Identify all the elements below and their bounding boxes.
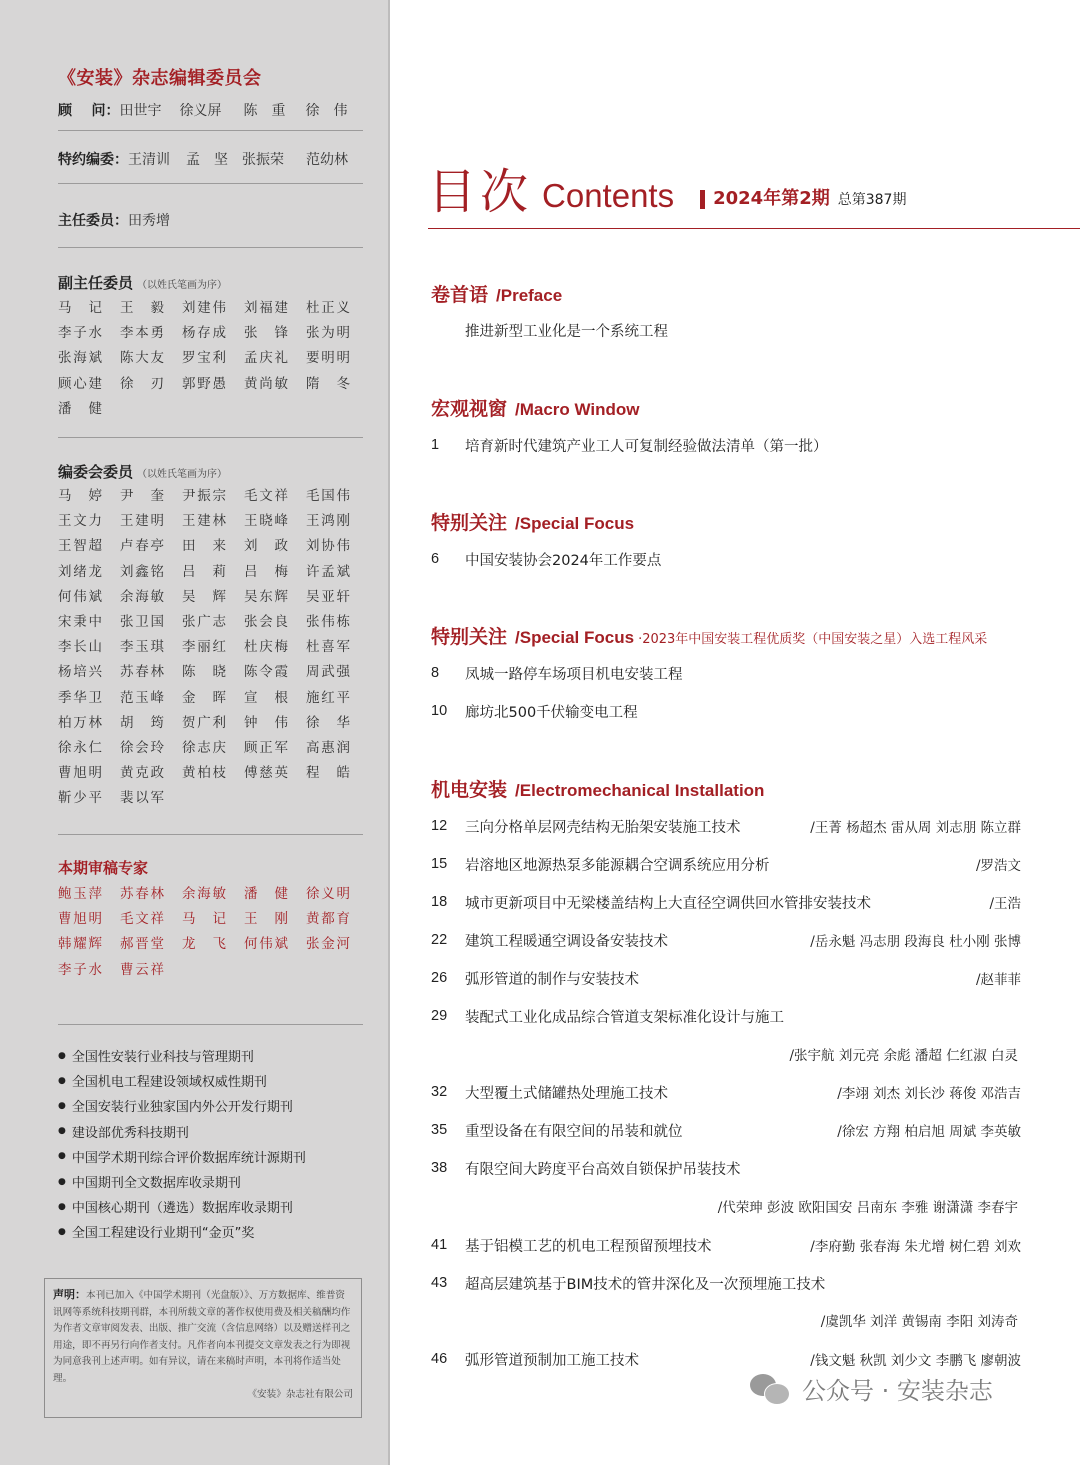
issue-bar-icon [700, 190, 705, 209]
adviser-name: 田世宇 [119, 103, 162, 119]
bullet-dot-icon: ● [58, 1176, 66, 1187]
vice-director-name: 李本勇 [120, 325, 164, 342]
article-authors: /王菁 杨超杰 雷从周 刘志朋 陈立群 [810, 820, 1021, 836]
board-member-name: 田 来 [182, 538, 226, 555]
board-member-name: 范玉峰 [120, 689, 164, 706]
vice-director-name: 徐 刃 [120, 375, 164, 392]
declaration-label: 声明： [53, 1288, 86, 1301]
section-title-cn: 机电安装 [431, 779, 508, 801]
section-title-cn: 宏观视窗 [431, 398, 508, 420]
board-member-name: 徐永仁 [58, 739, 102, 756]
vice-director-name: 罗宝利 [182, 350, 226, 367]
review-expert-name: 余海敏 [182, 886, 226, 902]
page-number: 43 [431, 1275, 448, 1291]
honor-text: 全国性安装行业科技与管理期刊 [71, 1050, 254, 1066]
vice-director-name: 隋 冬 [306, 375, 350, 392]
honor-item [58, 1144, 378, 1169]
board-members-grid [58, 484, 368, 811]
special-editors-label: 特约编委： [58, 152, 128, 168]
honors-list [58, 1043, 378, 1245]
toc-entry[interactable] [431, 1233, 1021, 1257]
divider [58, 130, 363, 131]
vice-directors-grid [58, 296, 368, 422]
board-member-name: 张卫国 [120, 613, 164, 630]
article-authors: /王浩 [989, 896, 1021, 912]
toc-entry[interactable] [431, 318, 1021, 342]
honor-text: 中国期刊全文数据库收录期刊 [71, 1176, 241, 1192]
review-expert-name: 王 刚 [244, 911, 288, 928]
adviser-name: 陈 重 [243, 103, 286, 119]
article-title: 推进新型工业化是一个系统工程 [465, 323, 668, 340]
special-editor-name: 张振荣 [242, 152, 284, 168]
declaration-signature: 《安装》杂志社有限公司 [247, 1389, 353, 1400]
vice-director-name: 顾心建 [58, 375, 102, 392]
advisers-row [58, 100, 348, 120]
toc-entry[interactable] [431, 966, 1021, 990]
section-subtitle: ·2023年中国安装工程优质奖（中国安装之星）入选工程风采 [638, 632, 988, 647]
review-expert-name: 毛文祥 [120, 911, 164, 928]
board-member-name: 何伟斌 [58, 588, 102, 605]
bullet-dot-icon: ● [58, 1075, 66, 1086]
review-expert-name: 龙 飞 [182, 936, 226, 953]
board-member-name: 高惠润 [306, 739, 350, 756]
article-authors: /李府勤 张春海 朱尤增 树仁碧 刘欢 [810, 1239, 1021, 1255]
section-title-en: /Special Focus [515, 628, 635, 647]
header-rule [428, 228, 1080, 229]
section-special-focus-awards [431, 622, 987, 649]
section-macro-window [431, 394, 640, 421]
review-expert-name: 何伟斌 [244, 936, 288, 953]
article-authors: /罗浩文 [975, 858, 1021, 874]
special-editors-names [128, 149, 348, 169]
board-member-name: 刘鑫铭 [120, 563, 164, 580]
toc-entry[interactable] [431, 890, 1021, 914]
vice-director-name: 黄尚敏 [244, 375, 288, 392]
divider [58, 183, 363, 184]
board-member-name: 王鸿刚 [306, 513, 350, 530]
board-member-name: 李长山 [58, 639, 102, 656]
adviser-name: 徐 伟 [305, 103, 348, 119]
vice-director-name: 王 毅 [120, 300, 164, 316]
board-member-name: 余海敏 [120, 588, 164, 605]
section-title-en: /Electromechanical Installation [515, 781, 765, 800]
toc-entry[interactable] [431, 433, 1021, 457]
page-number: 8 [431, 665, 440, 681]
article-title: 有限空间大跨度平台高效自锁保护吊装技术 [465, 1161, 741, 1178]
board-member-name: 马 婷 [58, 488, 102, 504]
article-title: 岩溶地区地源热泵多能源耦合空调系统应用分析 [465, 857, 770, 874]
honor-text: 建设部优秀科技期刊 [71, 1125, 189, 1141]
vice-director-name: 刘建伟 [182, 300, 226, 316]
board-member-name: 裴以军 [120, 790, 164, 807]
board-member-name: 刘绪龙 [58, 563, 102, 580]
board-member-name: 黄柏枝 [182, 765, 226, 782]
board-title: 《安装》杂志编辑委员会 [58, 68, 262, 89]
honor-text: 中国学术期刊综合评价数据库统计源期刊 [71, 1150, 306, 1166]
advisers-names [120, 100, 348, 120]
section-preface [431, 280, 562, 307]
board-member-name: 李玉琪 [120, 639, 164, 656]
section-special-focus [431, 508, 634, 535]
toc-entry[interactable] [431, 547, 1021, 571]
board-member-name: 程 皓 [306, 765, 350, 782]
board-member-name: 柏万林 [58, 714, 102, 731]
vice-director-name: 陈大友 [120, 350, 164, 367]
board-member-name: 刘协伟 [306, 538, 350, 555]
honor-item [58, 1194, 378, 1219]
declaration-text: 本刊已加入《中国学术期刊（光盘版）》、万方数据库、维普资讯网等系统科技期刊群，本刊所载文章的著作权使用费及相关稿酬均作为作者文章审阅发表、出版、推广交流（含信息网络）以及赠送样刊之用途，即不再另行向作者支付。凡作者向本刊提交文章发表之行为即视为同意我刊上述声明。如有异议，请在来稿时声明，本刊将作适当处理。 [53, 1290, 351, 1384]
page-number: 1 [431, 437, 440, 453]
toc-entry[interactable] [431, 852, 1021, 876]
vice-director-name: 要明明 [306, 350, 350, 367]
board-member-name: 靳少平 [58, 790, 102, 807]
board-member-name: 陈令霞 [244, 664, 288, 681]
author-line: /张宇航 刘元亮 余彪 潘超 仁红淑 白灵 [789, 1048, 1018, 1064]
board-member-name: 王文力 [58, 513, 102, 530]
director-row [58, 210, 170, 230]
issue-year: 2024年第2期 [713, 188, 830, 209]
review-expert-name: 曹云祥 [120, 961, 164, 978]
board-member-name: 吴东辉 [244, 588, 288, 605]
review-experts-grid [58, 882, 368, 983]
vice-director-name: 郭野愚 [182, 375, 226, 392]
board-member-name: 尹振宗 [182, 488, 226, 504]
page-number: 38 [431, 1160, 448, 1176]
bullet-dot-icon: ● [58, 1201, 66, 1212]
article-authors: /徐宏 方翔 柏启旭 周斌 李英敏 [837, 1124, 1021, 1140]
issue-info [700, 179, 906, 220]
board-member-name: 李丽红 [182, 639, 226, 656]
advisers-label: 顾 问： [58, 103, 120, 119]
honor-item [58, 1043, 378, 1068]
toc-entry[interactable] [431, 1080, 1021, 1104]
article-title: 建筑工程暖通空调设备安装技术 [465, 933, 668, 950]
toc-entry[interactable] [431, 1156, 1021, 1180]
toc-entry[interactable] [431, 1118, 1021, 1142]
board-member-name: 王建明 [120, 513, 164, 530]
vice-director-name: 刘福建 [244, 300, 288, 316]
review-expert-name: 徐义明 [306, 886, 350, 902]
board-member-name: 刘 政 [244, 538, 288, 555]
toc-entry[interactable] [431, 661, 1021, 685]
article-title: 凤城一路停车场项目机电安装工程 [465, 666, 683, 683]
section-title-en: /Special Focus [515, 514, 635, 533]
review-expert-name: 苏春林 [120, 886, 164, 902]
board-member-name: 宋秉中 [58, 613, 102, 630]
board-member-name: 杨培兴 [58, 664, 102, 681]
toc-entry[interactable] [431, 699, 1021, 723]
vice-director-name: 杨存成 [182, 325, 226, 342]
page-number: 15 [431, 856, 448, 872]
board-member-name: 贺广利 [182, 714, 226, 731]
board-member-name: 吕 莉 [182, 563, 226, 580]
article-authors: /李翊 刘杰 刘长沙 蒋俊 邓浩吉 [837, 1086, 1021, 1102]
honor-item [58, 1219, 378, 1244]
page-number: 22 [431, 932, 448, 948]
page-number: 10 [431, 703, 448, 719]
vice-director-name: 孟庆礼 [244, 350, 288, 367]
article-title: 装配式工业化成品综合管道支架标准化设计与施工 [465, 1009, 784, 1026]
toc-title-en: Contents [542, 177, 675, 214]
bullet-dot-icon: ● [58, 1226, 66, 1237]
declaration-box [44, 1278, 362, 1418]
director-name: 田秀增 [128, 213, 170, 229]
board-member-name: 苏春林 [120, 664, 164, 681]
review-expert-name: 李子水 [58, 961, 102, 978]
board-member-name: 顾正军 [244, 739, 288, 756]
section-electromechanical [431, 775, 764, 802]
special-editor-name: 范幼林 [306, 152, 348, 168]
board-member-name: 施红平 [306, 689, 350, 706]
vice-director-name: 马 记 [58, 300, 102, 316]
board-member-name: 张伟栋 [306, 613, 350, 630]
board-member-name: 徐志庆 [182, 739, 226, 756]
issue-total: 总第387期 [837, 192, 907, 208]
review-expert-name: 郝晋堂 [120, 936, 164, 953]
board-member-name: 杜庆梅 [244, 639, 288, 656]
director-label: 主任委员： [58, 213, 128, 229]
board-member-name: 王智超 [58, 538, 102, 555]
wechat-icon [750, 1370, 792, 1406]
article-authors: /赵菲菲 [975, 972, 1021, 988]
toc-header [428, 160, 906, 220]
toc-entry[interactable] [431, 928, 1021, 952]
board-member-name: 许孟斌 [306, 563, 350, 580]
review-expert-name: 马 记 [182, 911, 226, 928]
vice-directors-note: （以姓氏笔画为序） [137, 280, 228, 291]
honor-text: 全国工程建设行业期刊“金页”奖 [71, 1226, 255, 1242]
board-member-name: 徐 华 [306, 714, 350, 731]
board-member-name: 王建林 [182, 513, 226, 530]
special-editor-name: 孟 坚 [186, 152, 228, 168]
vice-director-name: 潘 健 [58, 400, 102, 417]
review-expert-name: 鲍玉萍 [58, 886, 102, 902]
article-title: 培育新时代建筑产业工人可复制经验做法清单（第一批） [465, 438, 828, 455]
bullet-dot-icon: ● [58, 1126, 66, 1137]
honor-item [58, 1169, 378, 1194]
special-editors-row [58, 149, 348, 169]
review-expert-name: 张金河 [306, 936, 350, 953]
board-member-name: 毛文祥 [244, 488, 288, 504]
page-number: 12 [431, 818, 448, 834]
board-member-name: 黄克政 [120, 765, 164, 782]
bullet-dot-icon: ● [58, 1100, 66, 1111]
board-member-name: 金 晖 [182, 689, 226, 706]
board-member-name: 曹旭明 [58, 765, 102, 782]
honor-item [58, 1119, 378, 1144]
toc-entry[interactable] [431, 814, 1021, 838]
review-expert-name: 黄都育 [306, 911, 350, 928]
article-authors: /岳永魁 冯志朋 段海良 杜小刚 张博 [810, 934, 1021, 950]
board-member-name: 胡 筠 [120, 714, 164, 731]
board-member-name: 吴 辉 [182, 588, 226, 605]
board-member-name: 卢春亭 [120, 538, 164, 555]
divider [58, 437, 363, 438]
editorial-board-sidebar [0, 0, 390, 1465]
board-member-name: 钟 伟 [244, 714, 288, 731]
board-member-name: 徐会玲 [120, 739, 164, 756]
review-expert-name: 曹旭明 [58, 911, 102, 928]
toc-entry[interactable] [431, 1347, 1021, 1371]
board-member-name: 季华卫 [58, 689, 102, 706]
section-title-en: /Preface [496, 286, 563, 305]
vice-director-name: 李子水 [58, 325, 102, 342]
article-title: 重型设备在有限空间的吊装和就位 [465, 1123, 683, 1140]
board-member-name: 周武强 [306, 664, 350, 681]
article-title: 超高层建筑基于BIM技术的管井深化及一次预埋施工技术 [465, 1276, 826, 1293]
page-number: 35 [431, 1122, 448, 1138]
board-member-name: 毛国伟 [306, 488, 350, 504]
article-title: 廊坊北500千伏输变电工程 [465, 704, 638, 721]
divider [58, 834, 363, 835]
board-member-name: 杜喜军 [306, 639, 350, 656]
page-number: 18 [431, 894, 448, 910]
honor-text: 中国核心期刊（遴选）数据库收录期刊 [71, 1201, 293, 1217]
toc-entry[interactable] [431, 1004, 1021, 1028]
divider [58, 1024, 363, 1025]
review-experts-heading: 本期审稿专家 [58, 859, 149, 877]
article-title: 弧形管道预制加工施工技术 [465, 1352, 639, 1369]
vice-directors-heading [58, 272, 227, 293]
article-authors: /钱文魁 秋凯 刘少文 李鹏飞 廖朝波 [810, 1353, 1021, 1369]
review-expert-name: 潘 健 [244, 886, 288, 902]
toc-entry[interactable] [431, 1271, 1021, 1295]
page-number: 26 [431, 970, 448, 986]
section-title-cn: 特别关注 [431, 626, 508, 648]
board-member-name: 宣 根 [244, 689, 288, 706]
board-member-name: 吕 梅 [244, 563, 288, 580]
toc-title-cn: 目次 [428, 164, 533, 220]
board-members-heading-text: 编委会委员 [58, 463, 134, 481]
section-title-cn: 特别关注 [431, 512, 508, 534]
special-editor-name: 王清训 [128, 152, 170, 168]
divider [58, 247, 363, 248]
board-member-name: 张广志 [182, 613, 226, 630]
article-title: 大型覆土式储罐热处理施工技术 [465, 1085, 668, 1102]
watermark-text: 公众号 · 安装杂志 [802, 1376, 993, 1405]
article-title: 三向分格单层网壳结构无胎架安装施工技术 [465, 819, 741, 836]
vice-directors-heading-text: 副主任委员 [58, 274, 134, 292]
board-member-name: 傅慈英 [244, 765, 288, 782]
vice-director-name: 杜正义 [306, 300, 350, 316]
honor-text: 全国机电工程建设领域权威性期刊 [71, 1075, 267, 1091]
board-member-name: 陈 晓 [182, 664, 226, 681]
page-number: 46 [431, 1351, 448, 1367]
board-member-name: 王晓峰 [244, 513, 288, 530]
page-number: 29 [431, 1008, 448, 1024]
author-line: /虞凯华 刘洋 黄锡南 李阳 刘涛奇 [820, 1314, 1018, 1330]
article-title: 基于铝模工艺的机电工程预留预埋技术 [465, 1238, 712, 1255]
section-title-en: /Macro Window [515, 400, 640, 419]
board-members-note: （以姓氏笔画为序） [137, 469, 228, 480]
honor-item [58, 1093, 378, 1118]
review-expert-name: 韩耀辉 [58, 936, 102, 953]
article-title: 城市更新项目中无梁楼盖结构上大直径空调供回水管排安装技术 [465, 895, 871, 912]
board-member-name: 张会良 [244, 613, 288, 630]
adviser-name: 徐义屏 [179, 103, 222, 119]
section-title-cn: 卷首语 [431, 284, 489, 306]
article-title: 弧形管道的制作与安装技术 [465, 971, 639, 988]
vice-director-name: 张海斌 [58, 350, 102, 367]
honor-item [58, 1068, 378, 1093]
vice-director-name: 张 锋 [244, 325, 288, 342]
article-title: 中国安装协会2024年工作要点 [465, 552, 662, 569]
board-member-name: 尹 奎 [120, 488, 164, 504]
page-number: 32 [431, 1084, 448, 1100]
honor-text: 全国安装行业独家国内外公开发行期刊 [71, 1100, 293, 1116]
wechat-watermark [750, 1370, 993, 1406]
board-member-name: 吴亚轩 [306, 588, 350, 605]
bullet-dot-icon: ● [58, 1050, 66, 1061]
page-number: 6 [431, 551, 440, 567]
vice-director-name: 张为明 [306, 325, 350, 342]
bullet-dot-icon: ● [58, 1151, 66, 1162]
page-number: 41 [431, 1237, 448, 1253]
board-members-heading [58, 461, 227, 482]
author-line: /代荣珅 彭波 欧阳国安 吕南东 李雅 谢潇潇 李春宇 [717, 1200, 1018, 1216]
